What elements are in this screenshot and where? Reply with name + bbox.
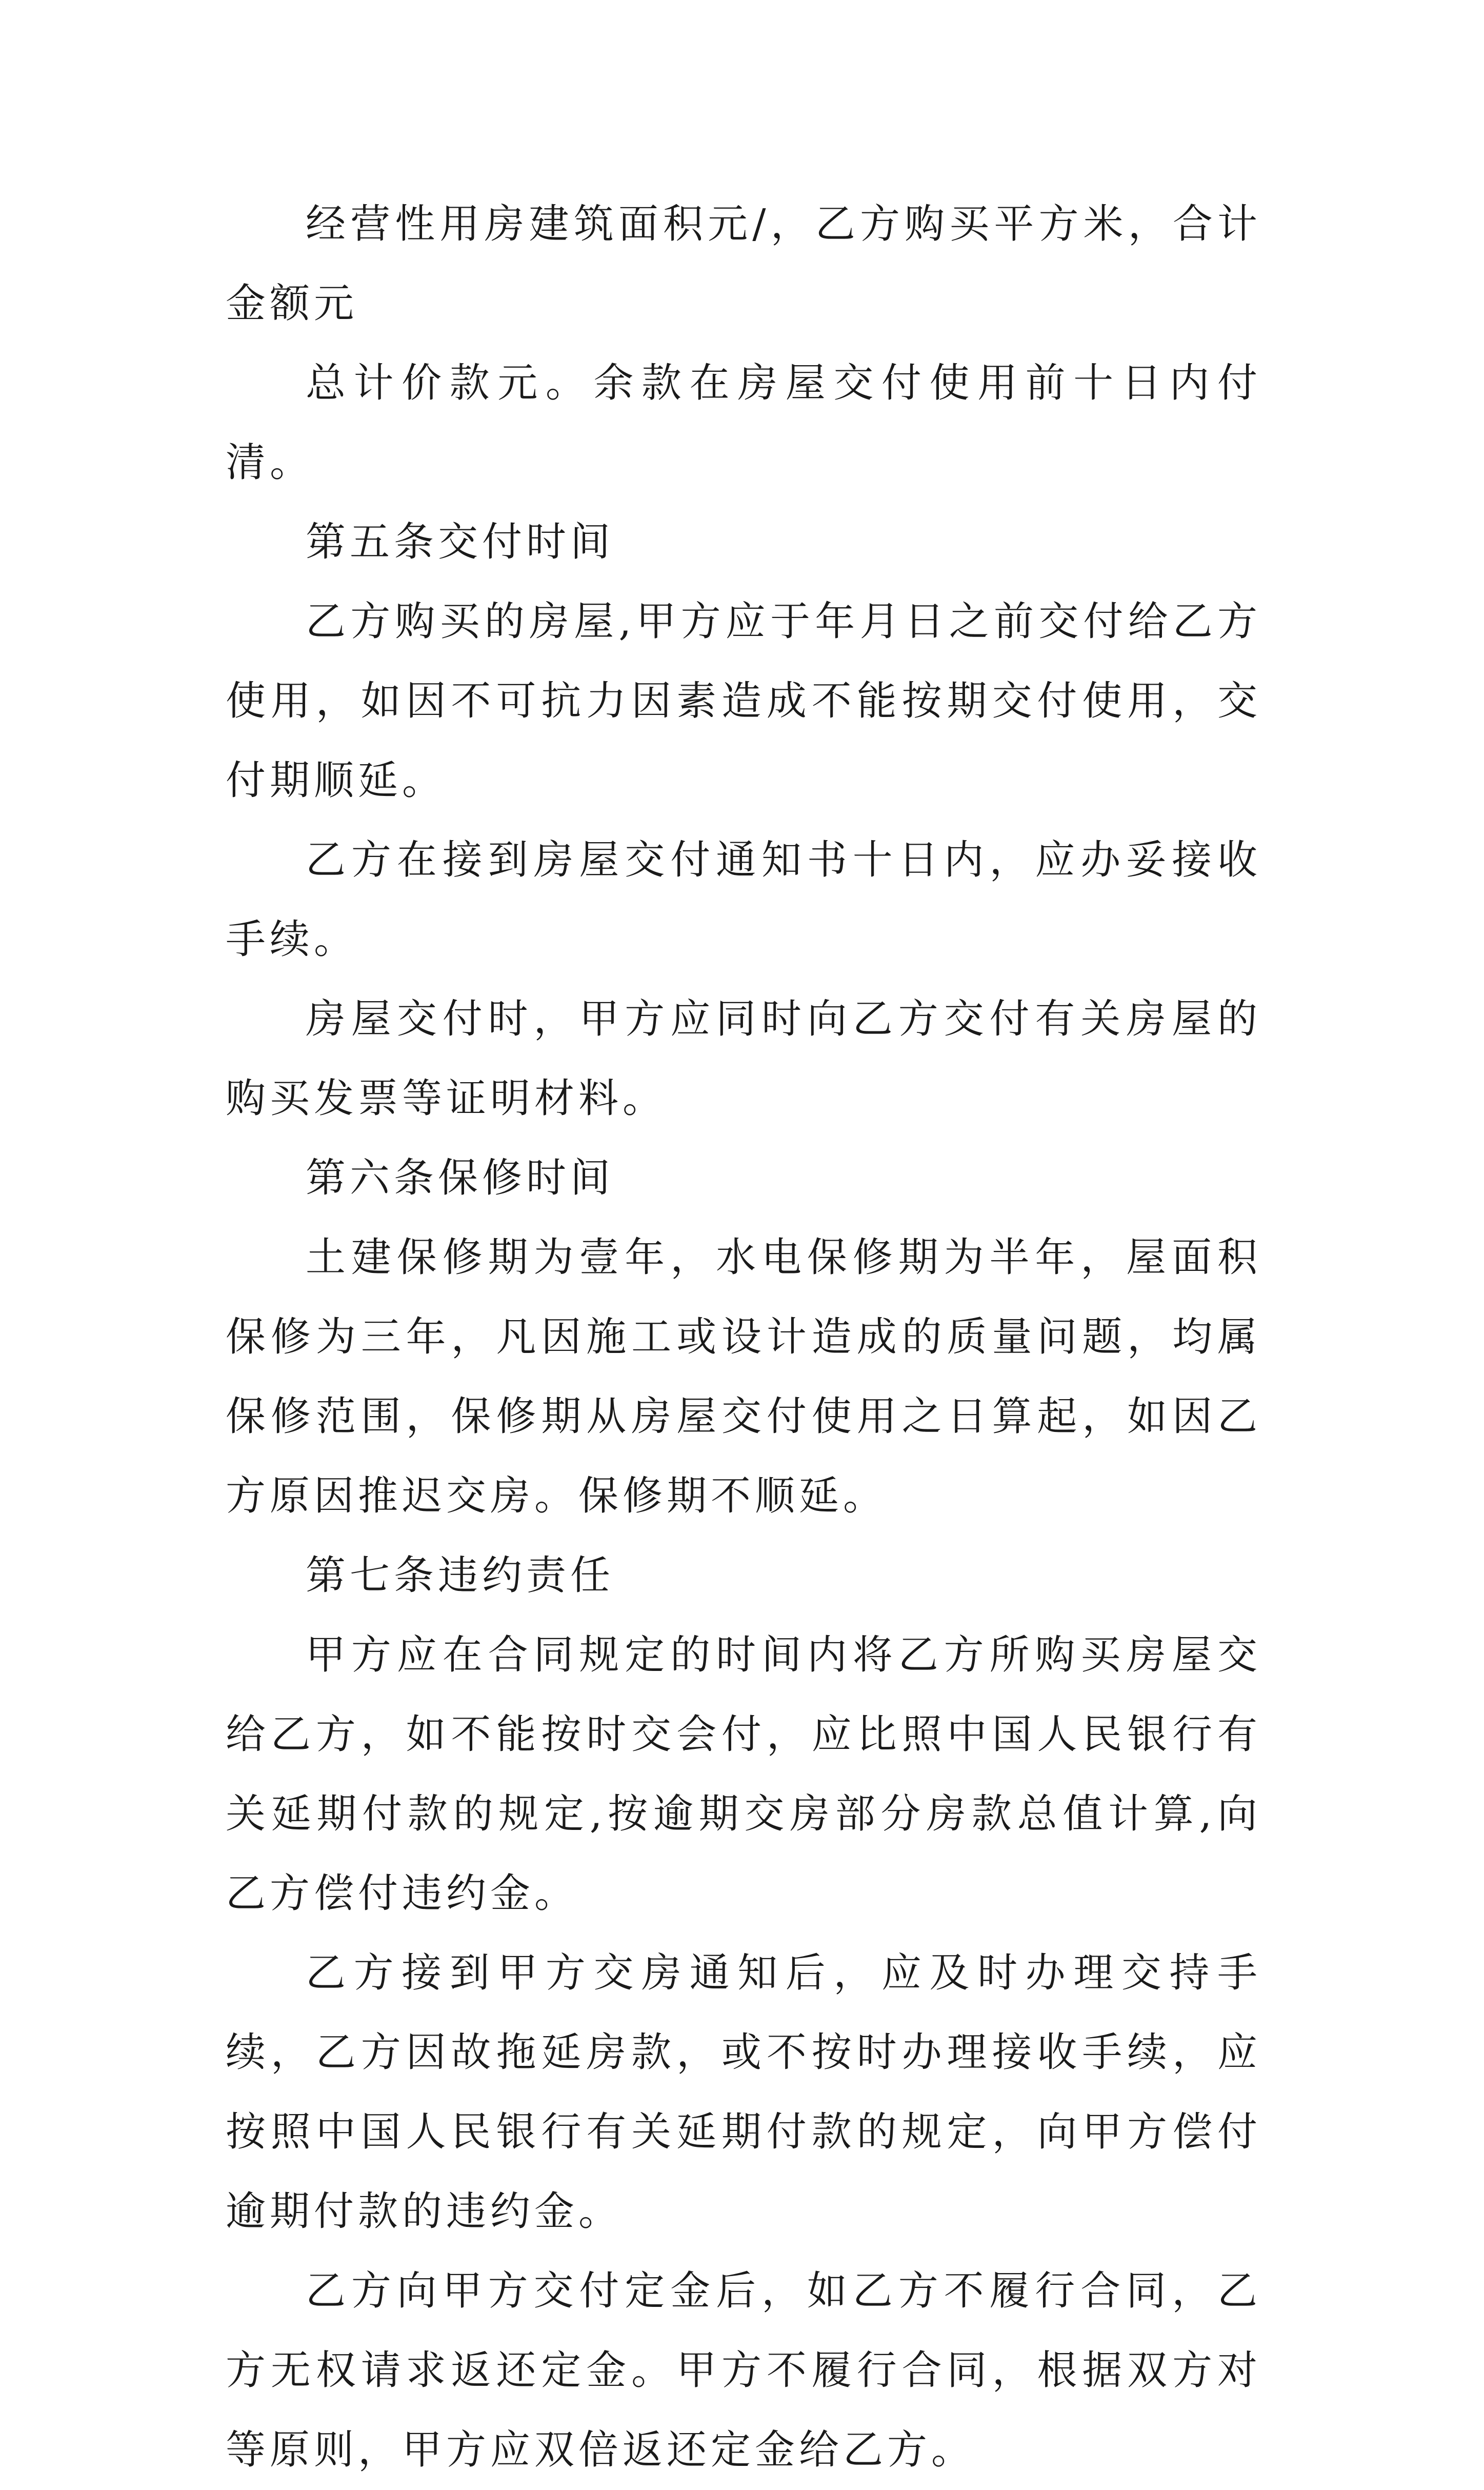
paragraph-buyer-liability: 乙方接到甲方交房通知后，应及时办理交持手续，乙方因故拖延房款，或不按时办理接收手续，应按照中国人民银行有关延期付款的规定，向甲方偿付逾期付款的违约金。 xyxy=(226,1950,1261,2235)
paragraph-deposit: 乙方向甲方交付定金后，如乙方不履行合同，乙方无权请求返还定金。甲方不履行合同，根据双方对等原则，甲方应双倍返还定金给乙方。 xyxy=(226,2268,1261,2473)
paragraph-floor-area: 经营性用房建筑面积元/，乙方购买平方米，合计金额元 xyxy=(226,201,1261,327)
document-body xyxy=(226,185,1261,2490)
section-heading-liability: 第七条违约责任 xyxy=(306,1552,615,1599)
paragraph-invoice: 房屋交付时，甲方应同时向乙方交付有关房屋的购买发票等证明材料。 xyxy=(226,996,1261,1122)
paragraph-acceptance: 乙方在接到房屋交付通知书十日内，应办妥接收手续。 xyxy=(226,837,1261,963)
paragraph-delivery-date: 乙方购买的房屋,甲方应于年月日之前交付给乙方使用，如因不可抗力因素造成不能按期交付使用，交付期顺延。 xyxy=(226,599,1261,804)
section-heading-warranty: 第六条保修时间 xyxy=(306,1155,615,1201)
paragraph-warranty-terms: 土建保修期为壹年，水电保修期为半年，屋面积保修为三年，凡因施工或设计造成的质量问题，均属保修范围，保修期从房屋交付使用之日算起，如因乙方原因推迟交房。保修期不顺延。 xyxy=(226,1234,1261,1519)
paragraph-seller-liability: 甲方应在合同规定的时间内将乙方所购买房屋交给乙方，如不能按时交会付，应比照中国人民银行有关延期付款的规定,按逾期交房部分房款总值计算,向乙方偿付违约金。 xyxy=(226,1632,1261,1917)
paragraph-total-price: 总计价款元。余款在房屋交付使用前十日内付清。 xyxy=(226,360,1261,486)
section-heading-delivery-time: 第五条交付时间 xyxy=(306,519,615,565)
